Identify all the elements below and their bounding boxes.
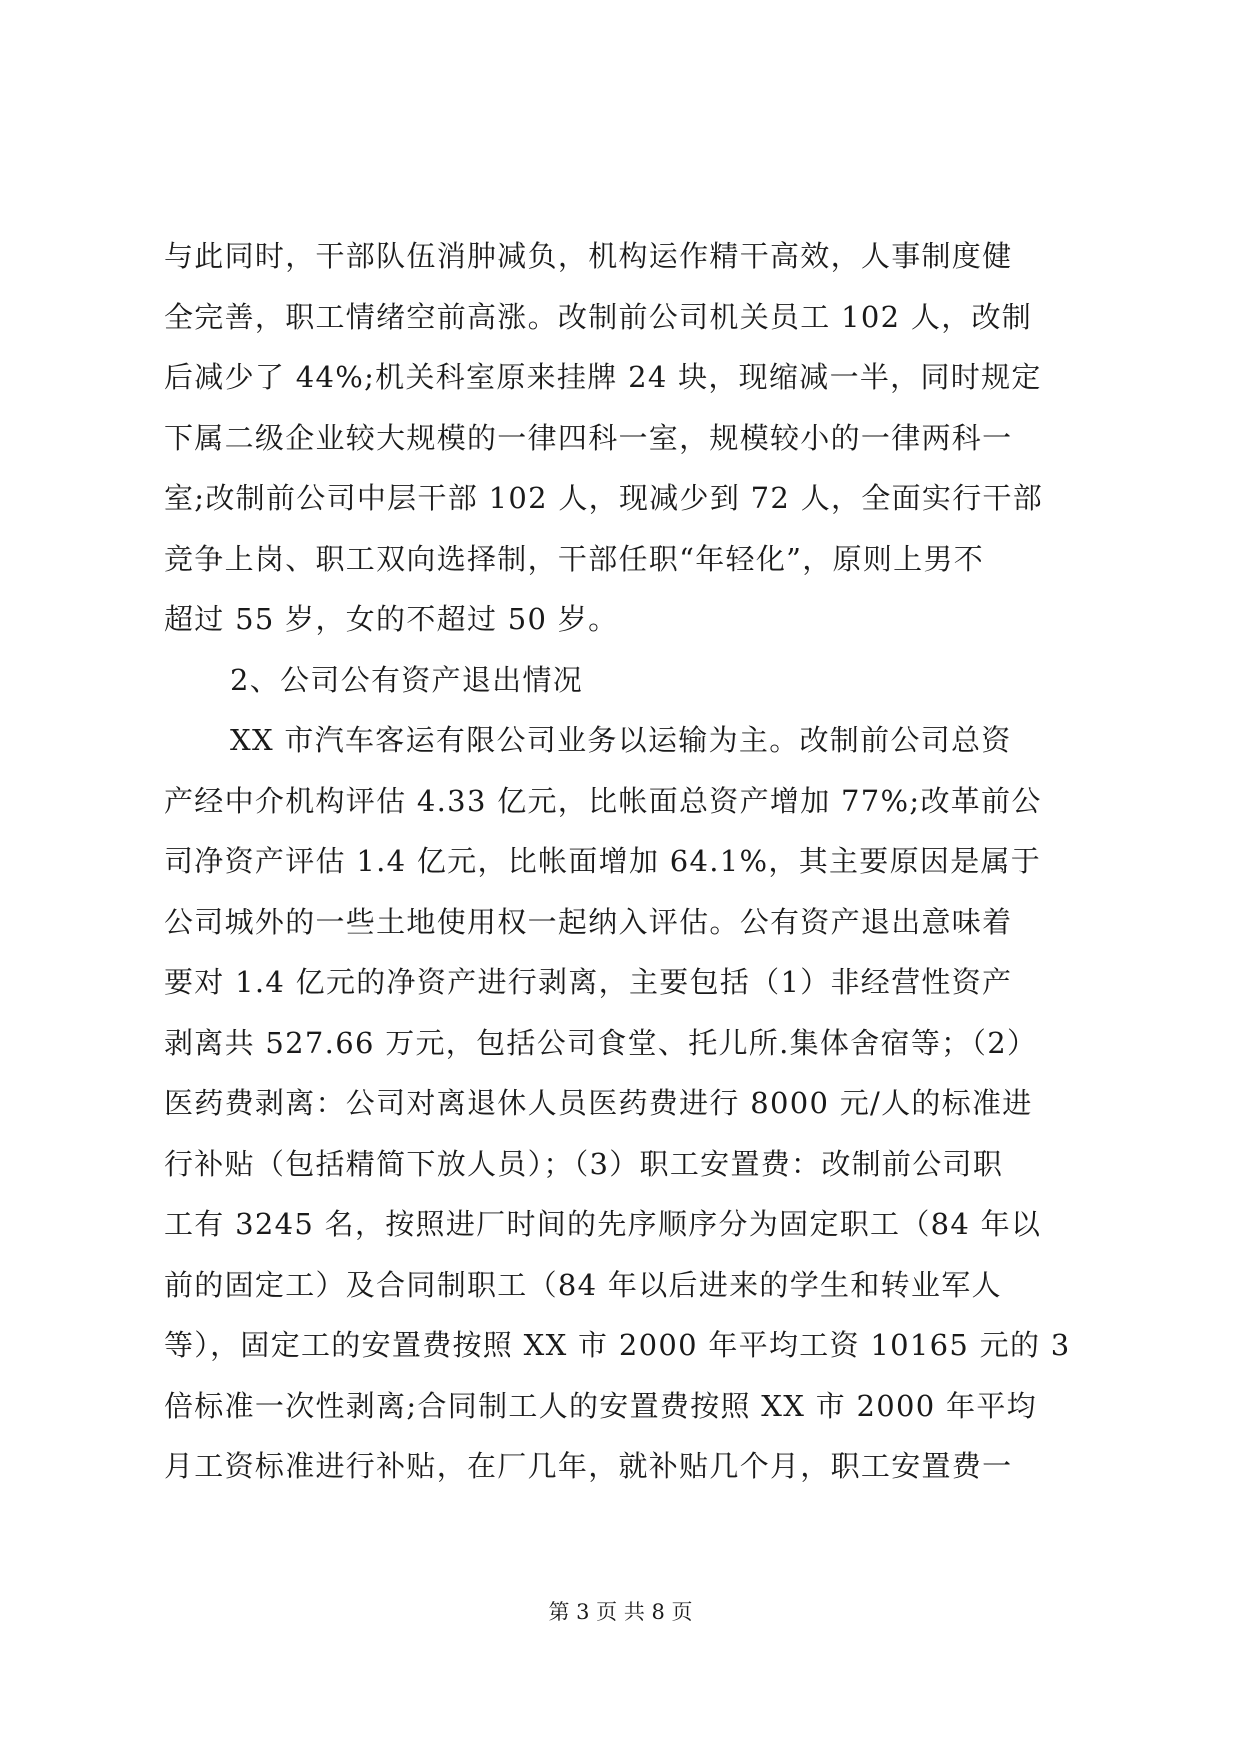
text-line: 后减少了 44%;机关科室原来挂牌 24 块，现缩减一半，同时规定: [164, 360, 1042, 394]
text-line: 超过 55 岁，女的不超过 50 岁。: [164, 602, 619, 636]
text-line: 产经中介机构评估 4.33 亿元，比帐面总资产增加 77%;改革前公: [164, 783, 1042, 818]
page-number: 第 3 页 共 8 页: [548, 1600, 693, 1624]
text-line: 工有 3245 名，按照进厂时间的先序顺序分为固定职工（84 年以: [164, 1207, 1042, 1241]
section-heading: 2、公司公有资产退出情况: [230, 662, 584, 697]
text-line: 行补贴（包括精简下放人员）；（3）职工安置费：改制前公司职: [164, 1146, 1004, 1181]
text-line: 等），固定工的安置费按照 XX 市 2000 年平均工资 10165 元的 3: [164, 1328, 1071, 1362]
text-line: 剥离共 527.66 万元，包括公司食堂、托儿所.集体舍宿等；（2）: [164, 1025, 1038, 1060]
text-line: 竞争上岗、职工双向选择制，干部任职“年轻化”，原则上男不: [164, 541, 985, 576]
body-text: [164, 226, 1084, 1497]
text-line: 倍标准一次性剥离;合同制工人的安置费按照 XX 市 2000 年平均: [164, 1388, 1037, 1423]
text-line: 医药费剥离：公司对离退休人员医药费进行 8000 元/人的标准进: [164, 1086, 1033, 1120]
text-line: 下属二级企业较大规模的一律四科一室，规模较小的一律两科一: [164, 420, 1013, 455]
text-line: 公司城外的一些土地使用权一起纳入评估。公有资产退出意味着: [164, 904, 1013, 939]
text-line: 月工资标准进行补贴，在厂几年，就补贴几个月，职工安置费一: [164, 1449, 1013, 1483]
text-line: 要对 1.4 亿元的净资产进行剥离，主要包括（1）非经营性资产: [164, 965, 1013, 999]
text-line: 与此同时，干部队伍消肿减负，机构运作精干高效，人事制度健: [164, 239, 1013, 273]
text-line: 全完善，职工情绪空前高涨。改制前公司机关员工 102 人，改制: [164, 299, 1033, 334]
text-line: 前的固定工）及合同制职工（84 年以后进来的学生和转业军人: [164, 1267, 1002, 1302]
text-line: 司净资产评估 1.4 亿元，比帐面增加 64.1%，其主要原因是属于: [164, 844, 1042, 878]
text-line: XX 市汽车客运有限公司业务以运输为主。改制前公司总资: [230, 723, 1012, 757]
text-line: 室;改制前公司中层干部 102 人，现减少到 72 人，全面实行干部: [164, 481, 1044, 515]
